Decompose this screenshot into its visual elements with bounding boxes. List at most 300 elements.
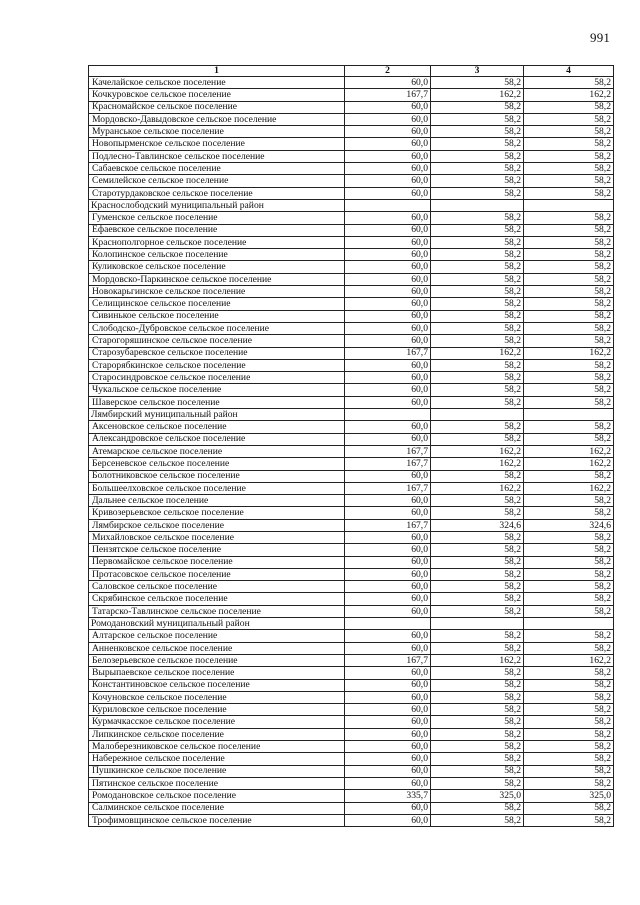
column-3-cell: 58,2 <box>431 581 524 593</box>
column-3-cell: 58,2 <box>431 704 524 716</box>
column-3-cell: 58,2 <box>431 495 524 507</box>
settlement-name-cell: Лямбирское сельское поселение <box>89 519 345 531</box>
column-header-3: 3 <box>431 66 524 77</box>
table-row <box>89 347 614 359</box>
column-3-cell: 58,2 <box>431 470 524 482</box>
settlement-name-cell: Колопинское сельское поселение <box>89 249 345 261</box>
column-2-cell: 60,0 <box>345 753 431 765</box>
column-3-cell: 58,2 <box>431 593 524 605</box>
column-3-cell: 58,2 <box>431 814 524 826</box>
column-3-cell: 58,2 <box>431 691 524 703</box>
settlement-name-cell: Куриловское сельское поселение <box>89 704 345 716</box>
table-row <box>89 814 614 826</box>
table-row <box>89 777 614 789</box>
column-3-cell: 58,2 <box>431 150 524 162</box>
column-3-cell: 58,2 <box>431 310 524 322</box>
column-4-cell: 58,2 <box>524 568 614 580</box>
column-4-cell: 58,2 <box>524 593 614 605</box>
table-row <box>89 212 614 224</box>
table-row <box>89 396 614 408</box>
settlement-name-cell: Салминское сельское поселение <box>89 802 345 814</box>
settlement-name-cell: Дальнее сельское поселение <box>89 495 345 507</box>
column-2-cell: 167,7 <box>345 347 431 359</box>
column-3-cell: 162,2 <box>431 347 524 359</box>
column-4-cell: 58,2 <box>524 384 614 396</box>
settlement-name-cell: Мордовско-Паркинское сельское поселение <box>89 273 345 285</box>
table-row <box>89 322 614 334</box>
column-2-cell: 60,0 <box>345 630 431 642</box>
column-2-cell: 60,0 <box>345 691 431 703</box>
table-row <box>89 667 614 679</box>
column-3-cell: 58,2 <box>431 101 524 113</box>
table-row <box>89 126 614 138</box>
column-3-cell: 162,2 <box>431 445 524 457</box>
column-4-cell: 58,2 <box>524 421 614 433</box>
column-2-cell: 60,0 <box>345 77 431 89</box>
table-row <box>89 113 614 125</box>
table-row <box>89 187 614 199</box>
column-2-cell: 60,0 <box>345 593 431 605</box>
column-3-cell: 58,2 <box>431 679 524 691</box>
table-row <box>89 495 614 507</box>
settlement-name-cell: Вырыпаевское сельское поселение <box>89 667 345 679</box>
column-4-cell: 58,2 <box>524 236 614 248</box>
column-4-cell: 58,2 <box>524 642 614 654</box>
page-number: 991 <box>590 30 611 45</box>
settlement-name-cell: Атемарское сельское поселение <box>89 445 345 457</box>
column-2-cell: 60,0 <box>345 249 431 261</box>
column-4-cell: 58,2 <box>524 322 614 334</box>
column-2-cell: 60,0 <box>345 568 431 580</box>
column-2-cell: 60,0 <box>345 642 431 654</box>
column-2-cell: 60,0 <box>345 126 431 138</box>
column-4-cell: 162,2 <box>524 458 614 470</box>
column-4-cell: 58,2 <box>524 113 614 125</box>
table-row <box>89 765 614 777</box>
settlement-name-cell: Кочкуровское сельское поселение <box>89 89 345 101</box>
column-2-cell: 60,0 <box>345 470 431 482</box>
table-row <box>89 163 614 175</box>
column-4-cell: 58,2 <box>524 286 614 298</box>
table-row <box>89 642 614 654</box>
settlement-name-cell: Красномайское сельское поселение <box>89 101 345 113</box>
table-row <box>89 654 614 666</box>
column-2-cell: 60,0 <box>345 138 431 150</box>
column-2-cell: 60,0 <box>345 495 431 507</box>
settlement-name-cell: Куликовское сельское поселение <box>89 261 345 273</box>
settlement-name-cell: Мордовско-Давыдовское сельское поселение <box>89 113 345 125</box>
table-row <box>89 802 614 814</box>
column-4-cell: 58,2 <box>524 704 614 716</box>
column-4-cell: 58,2 <box>524 544 614 556</box>
column-4-cell: 58,2 <box>524 765 614 777</box>
table-row <box>89 224 614 236</box>
table-row <box>89 273 614 285</box>
column-2-cell: 60,0 <box>345 224 431 236</box>
column-3-cell: 162,2 <box>431 89 524 101</box>
table-header-row <box>89 66 614 77</box>
settlement-name-cell: Шаверское сельское поселение <box>89 396 345 408</box>
settlement-name-cell: Кочуновское сельское поселение <box>89 691 345 703</box>
settlement-name-cell: Старогоряшинское сельское поселение <box>89 335 345 347</box>
column-4-cell: 58,2 <box>524 77 614 89</box>
column-4-cell: 58,2 <box>524 777 614 789</box>
column-3-cell: 58,2 <box>431 544 524 556</box>
column-4-cell: 162,2 <box>524 347 614 359</box>
column-2-cell: 60,0 <box>345 286 431 298</box>
column-2-cell: 167,7 <box>345 482 431 494</box>
column-4-cell: 58,2 <box>524 679 614 691</box>
table-row <box>89 261 614 273</box>
column-4-cell: 58,2 <box>524 814 614 826</box>
column-2-cell: 60,0 <box>345 150 431 162</box>
settlement-name-cell: Протасовское сельское поселение <box>89 568 345 580</box>
settlement-name-cell: Кривозерьевское сельское поселение <box>89 507 345 519</box>
column-3-cell: 324,6 <box>431 519 524 531</box>
settlement-name-cell: Алтарское сельское поселение <box>89 630 345 642</box>
column-3-cell: 58,2 <box>431 531 524 543</box>
settlement-name-cell: Лямбирский муниципальный район <box>89 409 345 421</box>
column-3-cell: 58,2 <box>431 433 524 445</box>
table-row <box>89 519 614 531</box>
column-3-cell: 58,2 <box>431 642 524 654</box>
column-4-cell: 58,2 <box>524 396 614 408</box>
column-3-cell <box>431 199 524 211</box>
column-2-cell: 60,0 <box>345 667 431 679</box>
settlement-name-cell: Качелайское сельское поселение <box>89 77 345 89</box>
column-4-cell: 58,2 <box>524 691 614 703</box>
column-3-cell: 58,2 <box>431 163 524 175</box>
column-2-cell: 60,0 <box>345 273 431 285</box>
settlement-name-cell: Липкинское сельское поселение <box>89 728 345 740</box>
settlement-name-cell: Татарско-Тавлинское сельское поселение <box>89 605 345 617</box>
settlement-name-cell: Новопырменское сельское поселение <box>89 138 345 150</box>
settlement-name-cell: Старотурдаковское сельское поселение <box>89 187 345 199</box>
table-row <box>89 544 614 556</box>
column-4-cell: 58,2 <box>524 802 614 814</box>
settlement-name-cell: Старозубаревское сельское поселение <box>89 347 345 359</box>
column-4-cell: 58,2 <box>524 126 614 138</box>
column-2-cell: 167,7 <box>345 654 431 666</box>
table-row <box>89 101 614 113</box>
column-4-cell: 58,2 <box>524 531 614 543</box>
column-2-cell: 60,0 <box>345 359 431 371</box>
column-3-cell: 325,0 <box>431 790 524 802</box>
settlement-name-cell: Ромодановский муниципальный район <box>89 618 345 630</box>
column-3-cell: 58,2 <box>431 126 524 138</box>
column-2-cell: 60,0 <box>345 421 431 433</box>
column-3-cell: 58,2 <box>431 568 524 580</box>
table-row <box>89 458 614 470</box>
settlement-name-cell: Сабаевское сельское поселение <box>89 163 345 175</box>
column-4-cell <box>524 409 614 421</box>
column-2-cell: 60,0 <box>345 507 431 519</box>
column-4-cell: 58,2 <box>524 716 614 728</box>
column-2-cell: 167,7 <box>345 445 431 457</box>
settlement-name-cell: Слободско-Дубровское сельское поселение <box>89 322 345 334</box>
table-row <box>89 716 614 728</box>
settlement-name-cell: Набережное сельское поселение <box>89 753 345 765</box>
column-4-cell: 58,2 <box>524 150 614 162</box>
settlement-name-cell: Курмачкасское сельское поселение <box>89 716 345 728</box>
column-2-cell: 60,0 <box>345 372 431 384</box>
column-2-cell: 60,0 <box>345 396 431 408</box>
column-2-cell: 60,0 <box>345 777 431 789</box>
column-3-cell: 58,2 <box>431 777 524 789</box>
column-3-cell: 58,2 <box>431 716 524 728</box>
settlement-name-cell: Сивинькое сельское поселение <box>89 310 345 322</box>
table-row <box>89 359 614 371</box>
column-3-cell: 58,2 <box>431 605 524 617</box>
table-row <box>89 372 614 384</box>
column-4-cell: 324,6 <box>524 519 614 531</box>
settlement-name-cell: Александровское сельское поселение <box>89 433 345 445</box>
table-row <box>89 335 614 347</box>
column-4-cell: 58,2 <box>524 175 614 187</box>
column-3-cell: 58,2 <box>431 212 524 224</box>
column-2-cell: 60,0 <box>345 556 431 568</box>
column-4-cell <box>524 618 614 630</box>
column-2-cell: 60,0 <box>345 765 431 777</box>
district-row <box>89 409 614 421</box>
settlement-name-cell: Краснополгорное сельское поселение <box>89 236 345 248</box>
table-row <box>89 310 614 322</box>
table-row <box>89 691 614 703</box>
column-3-cell: 58,2 <box>431 372 524 384</box>
column-2-cell: 60,0 <box>345 544 431 556</box>
column-3-cell: 58,2 <box>431 421 524 433</box>
column-3-cell: 58,2 <box>431 396 524 408</box>
table-row <box>89 605 614 617</box>
allocation-table <box>88 65 614 827</box>
table-row <box>89 679 614 691</box>
table-row <box>89 286 614 298</box>
column-2-cell: 167,7 <box>345 519 431 531</box>
column-2-cell: 60,0 <box>345 310 431 322</box>
column-4-cell: 162,2 <box>524 654 614 666</box>
column-2-cell: 167,7 <box>345 458 431 470</box>
column-2-cell: 60,0 <box>345 433 431 445</box>
column-4-cell: 58,2 <box>524 741 614 753</box>
column-3-cell: 58,2 <box>431 556 524 568</box>
settlement-name-cell: Ромодановское сельское поселение <box>89 790 345 802</box>
column-2-cell: 60,0 <box>345 113 431 125</box>
column-2-cell: 60,0 <box>345 261 431 273</box>
table-row <box>89 150 614 162</box>
column-4-cell: 58,2 <box>524 138 614 150</box>
settlement-name-cell: Новокарьгинское сельское поселение <box>89 286 345 298</box>
column-3-cell: 58,2 <box>431 741 524 753</box>
column-3-cell: 58,2 <box>431 249 524 261</box>
table-row <box>89 384 614 396</box>
table-row <box>89 470 614 482</box>
settlement-name-cell: Гуменское сельское поселение <box>89 212 345 224</box>
table-row <box>89 704 614 716</box>
column-3-cell: 58,2 <box>431 236 524 248</box>
column-2-cell: 60,0 <box>345 236 431 248</box>
column-2-cell: 60,0 <box>345 298 431 310</box>
column-4-cell: 58,2 <box>524 470 614 482</box>
column-2-cell: 60,0 <box>345 741 431 753</box>
column-3-cell <box>431 618 524 630</box>
table-row <box>89 556 614 568</box>
column-3-cell: 58,2 <box>431 273 524 285</box>
column-4-cell: 58,2 <box>524 163 614 175</box>
column-4-cell: 58,2 <box>524 359 614 371</box>
column-4-cell: 58,2 <box>524 261 614 273</box>
district-row <box>89 199 614 211</box>
settlement-name-cell: Большеелховское сельское поселение <box>89 482 345 494</box>
column-4-cell: 58,2 <box>524 249 614 261</box>
column-4-cell: 58,2 <box>524 273 614 285</box>
column-3-cell: 58,2 <box>431 359 524 371</box>
column-4-cell: 58,2 <box>524 556 614 568</box>
column-3-cell: 58,2 <box>431 507 524 519</box>
column-2-cell: 60,0 <box>345 101 431 113</box>
column-4-cell: 325,0 <box>524 790 614 802</box>
column-4-cell: 162,2 <box>524 89 614 101</box>
table-row <box>89 790 614 802</box>
table-row <box>89 433 614 445</box>
table-row <box>89 298 614 310</box>
column-3-cell: 58,2 <box>431 322 524 334</box>
column-3-cell: 58,2 <box>431 187 524 199</box>
settlement-name-cell: Аксеновское сельское поселение <box>89 421 345 433</box>
column-2-cell: 60,0 <box>345 605 431 617</box>
column-2-cell: 60,0 <box>345 531 431 543</box>
column-4-cell <box>524 199 614 211</box>
column-2-cell: 60,0 <box>345 163 431 175</box>
column-header-1: 1 <box>89 66 345 77</box>
column-2-cell <box>345 409 431 421</box>
settlement-name-cell: Старосиндровское сельское поселение <box>89 372 345 384</box>
settlement-name-cell: Чукальское сельское поселение <box>89 384 345 396</box>
column-4-cell: 58,2 <box>524 310 614 322</box>
column-2-cell: 60,0 <box>345 187 431 199</box>
settlement-name-cell: Пушкинское сельское поселение <box>89 765 345 777</box>
settlement-name-cell: Муранськое сельское поселение <box>89 126 345 138</box>
table-row <box>89 753 614 765</box>
settlement-name-cell: Пензятское сельское поселение <box>89 544 345 556</box>
table-row <box>89 593 614 605</box>
settlement-name-cell: Берсеневское сельское поселение <box>89 458 345 470</box>
column-4-cell: 58,2 <box>524 335 614 347</box>
settlement-name-cell: Старорябкинское сельское поселение <box>89 359 345 371</box>
column-3-cell: 58,2 <box>431 802 524 814</box>
settlement-name-cell: Семилейское сельское поселение <box>89 175 345 187</box>
column-2-cell: 60,0 <box>345 212 431 224</box>
column-4-cell: 58,2 <box>524 507 614 519</box>
column-4-cell: 58,2 <box>524 495 614 507</box>
column-2-cell: 60,0 <box>345 814 431 826</box>
column-2-cell: 60,0 <box>345 335 431 347</box>
column-4-cell: 58,2 <box>524 753 614 765</box>
column-header-4: 4 <box>524 66 614 77</box>
column-header-2: 2 <box>345 66 431 77</box>
column-3-cell: 162,2 <box>431 482 524 494</box>
column-4-cell: 58,2 <box>524 605 614 617</box>
table-row <box>89 531 614 543</box>
column-3-cell: 58,2 <box>431 384 524 396</box>
column-3-cell: 58,2 <box>431 138 524 150</box>
column-3-cell <box>431 409 524 421</box>
settlement-name-cell: Подлесно-Тавлинское сельское поселение <box>89 150 345 162</box>
column-3-cell: 58,2 <box>431 113 524 125</box>
column-4-cell: 162,2 <box>524 482 614 494</box>
table-row <box>89 175 614 187</box>
column-4-cell: 58,2 <box>524 433 614 445</box>
table-row <box>89 482 614 494</box>
settlement-name-cell: Ефаевское сельское поселение <box>89 224 345 236</box>
column-2-cell: 60,0 <box>345 581 431 593</box>
table-row <box>89 568 614 580</box>
column-3-cell: 58,2 <box>431 765 524 777</box>
column-2-cell: 60,0 <box>345 716 431 728</box>
column-3-cell: 58,2 <box>431 335 524 347</box>
settlement-name-cell: Михайловское сельское поселение <box>89 531 345 543</box>
column-4-cell: 58,2 <box>524 212 614 224</box>
column-4-cell: 58,2 <box>524 101 614 113</box>
table-row <box>89 728 614 740</box>
settlement-name-cell: Селищинское сельское поселение <box>89 298 345 310</box>
column-4-cell: 58,2 <box>524 667 614 679</box>
column-3-cell: 58,2 <box>431 728 524 740</box>
column-3-cell: 162,2 <box>431 458 524 470</box>
column-2-cell: 60,0 <box>345 384 431 396</box>
settlement-name-cell: Малоберезниковское сельское поселение <box>89 741 345 753</box>
settlement-name-cell: Константиновское сельское поселение <box>89 679 345 691</box>
column-3-cell: 58,2 <box>431 224 524 236</box>
column-3-cell: 162,2 <box>431 654 524 666</box>
column-3-cell: 58,2 <box>431 753 524 765</box>
table-row <box>89 741 614 753</box>
column-2-cell: 167,7 <box>345 89 431 101</box>
column-3-cell: 58,2 <box>431 77 524 89</box>
column-4-cell: 58,2 <box>524 224 614 236</box>
table-row <box>89 89 614 101</box>
table-row <box>89 445 614 457</box>
column-4-cell: 58,2 <box>524 298 614 310</box>
settlement-name-cell: Краснослободский муниципальный район <box>89 199 345 211</box>
column-3-cell: 58,2 <box>431 286 524 298</box>
column-2-cell: 60,0 <box>345 175 431 187</box>
settlement-name-cell: Белозерьевское сельское поселение <box>89 654 345 666</box>
table-row <box>89 630 614 642</box>
settlement-name-cell: Саловское сельское поселение <box>89 581 345 593</box>
table-row <box>89 421 614 433</box>
settlement-name-cell: Болотниковское сельское поселение <box>89 470 345 482</box>
column-2-cell: 60,0 <box>345 802 431 814</box>
column-2-cell: 60,0 <box>345 704 431 716</box>
column-2-cell: 60,0 <box>345 728 431 740</box>
column-2-cell: 60,0 <box>345 679 431 691</box>
column-2-cell: 60,0 <box>345 322 431 334</box>
table-row <box>89 138 614 150</box>
column-4-cell: 58,2 <box>524 372 614 384</box>
column-2-cell <box>345 618 431 630</box>
table-row <box>89 236 614 248</box>
column-4-cell: 58,2 <box>524 581 614 593</box>
column-4-cell: 58,2 <box>524 187 614 199</box>
column-3-cell: 58,2 <box>431 298 524 310</box>
table-row <box>89 249 614 261</box>
settlement-name-cell: Первомайское сельское поселение <box>89 556 345 568</box>
column-3-cell: 58,2 <box>431 667 524 679</box>
table-row <box>89 581 614 593</box>
settlement-name-cell: Анненковское сельское поселение <box>89 642 345 654</box>
district-row <box>89 618 614 630</box>
table-row <box>89 507 614 519</box>
